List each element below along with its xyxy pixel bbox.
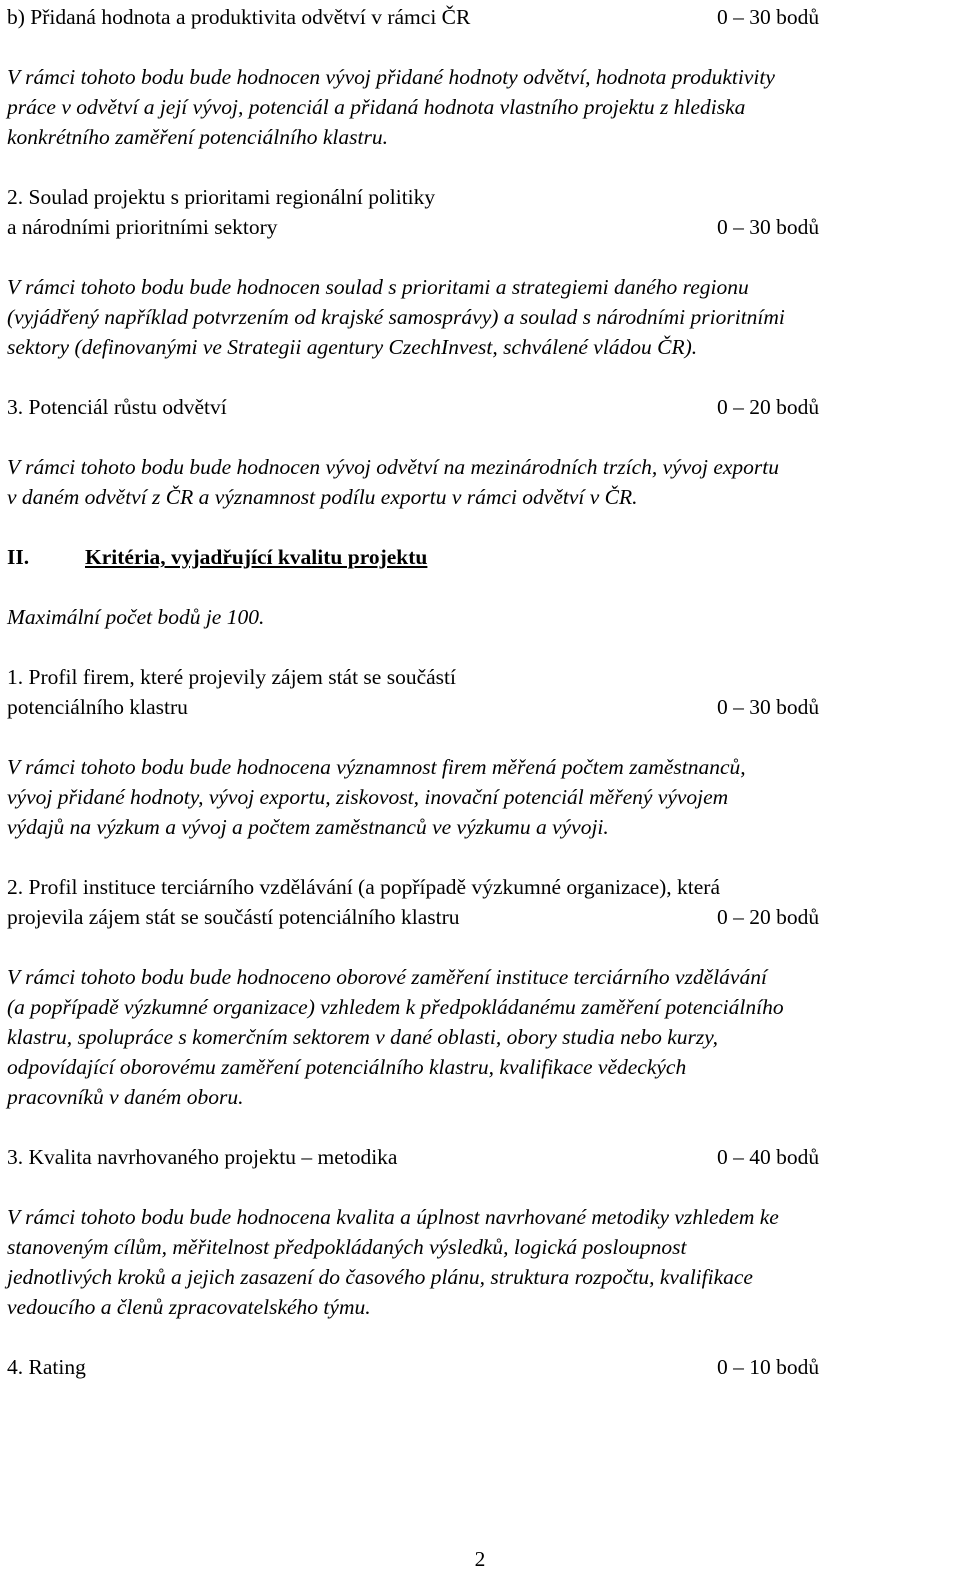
criterion-3-title: 3. Potenciál růstu odvětví xyxy=(7,395,227,419)
quality-4-heading xyxy=(7,1352,953,1382)
criterion-2-points: 0 – 30 bodů xyxy=(717,215,820,239)
paragraph-line: V rámci tohoto bodu bude hodnocen vývoj odvětví na mezinárodních trzích, vývoj exportu xyxy=(7,455,780,479)
quality-2-heading xyxy=(7,872,953,932)
quality-1-description xyxy=(7,752,953,842)
criterion-3-points: 0 – 20 bodů xyxy=(717,395,820,419)
quality-1-title-text-2: potenciálního klastru xyxy=(7,695,188,719)
paragraph-line: Maximální počet bodů je 100. xyxy=(7,605,265,629)
page-number: 2 xyxy=(474,1547,486,1571)
quality-4-title: 4. Rating xyxy=(7,1355,86,1379)
quality-3-points: 0 – 40 bodů xyxy=(717,1145,820,1169)
section-b-title: b) Přidaná hodnota a produktivita odvětví v rámci ČR xyxy=(7,5,471,29)
criterion-2-title-text-2: a národními prioritními sektory xyxy=(7,215,278,239)
paragraph-line: vývoj přidané hodnoty, vývoj exportu, ziskovost, inovační potenciál měřený vývojem xyxy=(7,785,729,809)
quality-1-title-line1 xyxy=(7,662,953,692)
paragraph-line: klastru, spolupráce s komerčním sektorem v dané oblasti, obory studia nebo kurzy, xyxy=(7,1025,718,1049)
criterion-2-heading xyxy=(7,182,953,242)
paragraph-line: (vyjádřený například potvrzením od krajské samosprávy) a soulad s národními prioritními xyxy=(7,305,785,329)
paragraph-line: vedoucího a členů zpracovatelského týmu. xyxy=(7,1295,371,1319)
quality-3-heading xyxy=(7,1142,953,1172)
quality-1-points: 0 – 30 bodů xyxy=(717,695,820,719)
paragraph-line: práce v odvětví a její vývoj, potenciál a přidaná hodnota vlastního projektu z hlediska xyxy=(7,95,746,119)
paragraph-line: V rámci tohoto bodu bude hodnocen soulad s prioritami a strategiemi daného regionu xyxy=(7,275,749,299)
section-b-heading xyxy=(7,2,953,32)
paragraph-line: konkrétního zaměření potenciálního klastru. xyxy=(7,125,388,149)
paragraph-line: V rámci tohoto bodu bude hodnocena kvalita a úplnost navrhované metodiky vzhledem ke xyxy=(7,1205,779,1229)
document-page xyxy=(7,0,953,1382)
criterion-2-title-text: 2. Soulad projektu s prioritami regionální politiky xyxy=(7,185,436,209)
quality-4-points: 0 – 10 bodů xyxy=(717,1355,820,1379)
quality-2-title-line2 xyxy=(7,902,953,932)
part-2-title: Kritéria, vyjadřující kvalitu projektu xyxy=(85,545,428,569)
criterion-3-description xyxy=(7,452,953,512)
quality-2-points: 0 – 20 bodů xyxy=(717,905,820,929)
paragraph-line: jednotlivých kroků a jejich zasazení do časového plánu, struktura rozpočtu, kvalifikace xyxy=(7,1265,753,1289)
quality-2-title-line1 xyxy=(7,872,953,902)
quality-1-title-line2 xyxy=(7,692,953,722)
paragraph-line: sektory (definovanými ve Strategii agentury CzechInvest, schválené vládou ČR). xyxy=(7,335,698,359)
part-2-numeral: II. xyxy=(7,545,30,569)
quality-1-heading xyxy=(7,662,953,722)
paragraph-line: pracovníků v daném oboru. xyxy=(7,1085,244,1109)
paragraph-line: výdajů na výzkum a vývoj a počtem zaměstnanců ve výzkumu a vývoji. xyxy=(7,815,609,839)
quality-2-description xyxy=(7,962,953,1112)
paragraph-line: V rámci tohoto bodu bude hodnocen vývoj přidané hodnoty odvětví, hodnota produktivity xyxy=(7,65,775,89)
criterion-2-description xyxy=(7,272,953,362)
paragraph-line: V rámci tohoto bodu bude hodnoceno oborové zaměření instituce terciárního vzdělávání xyxy=(7,965,767,989)
quality-2-title-text-2: projevila zájem stát se součástí potenciálního klastru xyxy=(7,905,460,929)
criterion-3-heading xyxy=(7,392,953,422)
part-2-heading xyxy=(7,542,953,572)
paragraph-line: odpovídající oborovému zaměření potenciálního klastru, kvalifikace vědeckých xyxy=(7,1055,687,1079)
section-b-description xyxy=(7,62,953,152)
part-2-max-points xyxy=(7,602,953,632)
quality-1-title-text: 1. Profil firem, které projevily zájem stát se součástí xyxy=(7,665,456,689)
quality-2-title-text: 2. Profil instituce terciárního vzdělávání (a popřípadě výzkumné organizace), která xyxy=(7,875,720,899)
criterion-2-title-line2 xyxy=(7,212,953,242)
paragraph-line: V rámci tohoto bodu bude hodnocena významnost firem měřená počtem zaměstnanců, xyxy=(7,755,746,779)
paragraph-line: stanoveným cílům, měřitelnost předpokládaných výsledků, logická posloupnost xyxy=(7,1235,687,1259)
paragraph-line: (a popřípadě výzkumné organizace) vzhledem k předpokládanému zaměření potenciálního xyxy=(7,995,784,1019)
quality-3-description xyxy=(7,1202,953,1322)
section-b-points: 0 – 30 bodů xyxy=(717,5,820,29)
quality-3-title: 3. Kvalita navrhovaného projektu – metodika xyxy=(7,1145,398,1169)
criterion-2-title-line1 xyxy=(7,182,953,212)
paragraph-line: v daném odvětví z ČR a významnost podílu exportu v rámci odvětví v ČR. xyxy=(7,485,638,509)
